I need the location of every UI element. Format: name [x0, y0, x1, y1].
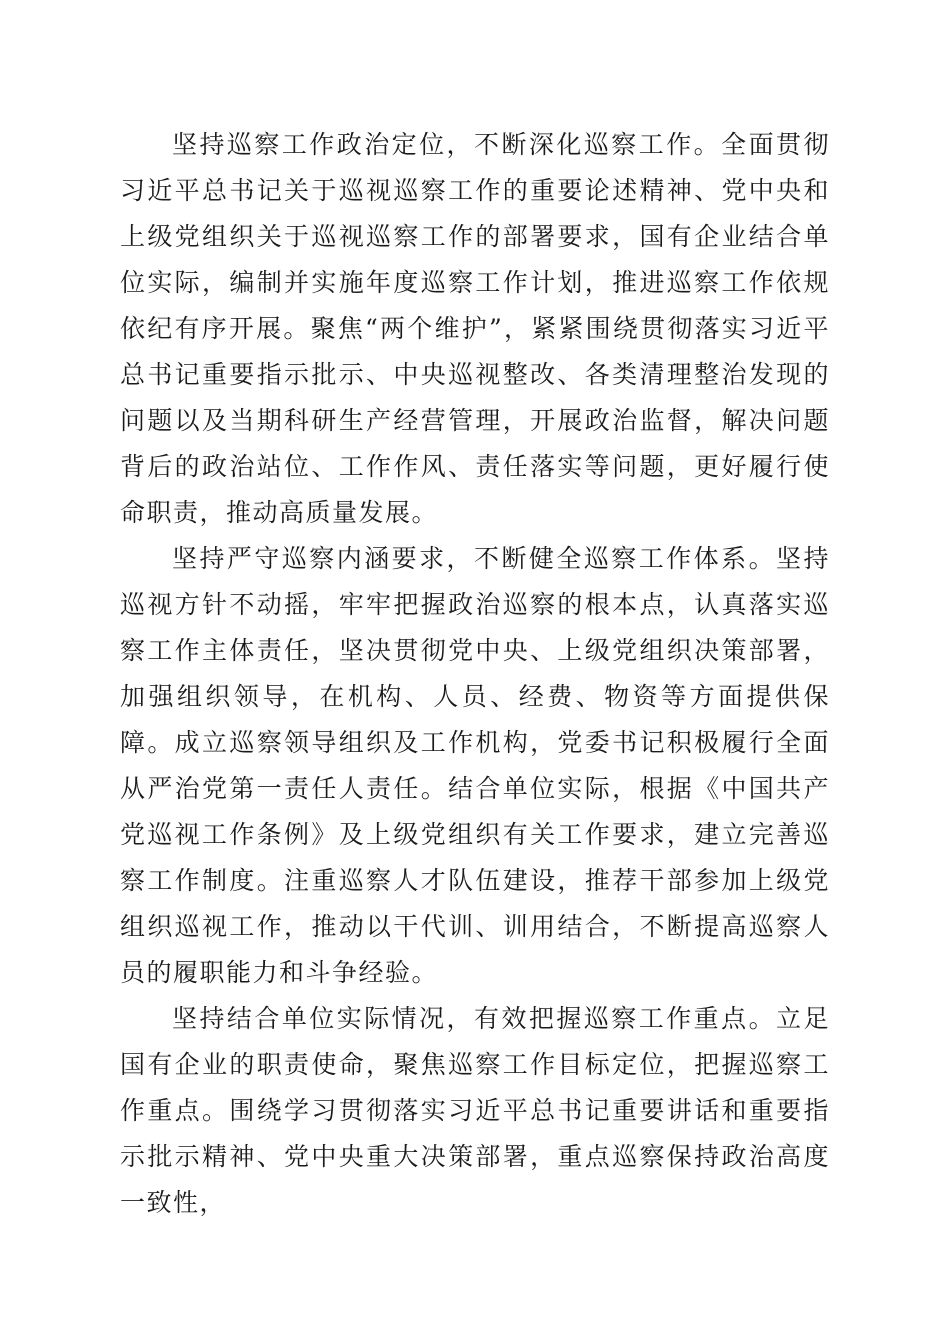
document-body	[120, 122, 830, 1226]
paragraph-2: 坚持严守巡察内涵要求，不断健全巡察工作体系。坚持巡视方针不动摇，牢牢把握政治巡察的根本点，认真落实巡察工作主体责任，坚决贯彻党中央、上级党组织决策部署，加强组织领导，在机构、人员、经费、物资等方面提供保障。成立巡察领导组织及工作机构，党委书记积极履行全面从严治党第一责任人责任。结合单位实际，根据《中国共产党巡视工作条例》及上级党组织有关工作要求，建立完善巡察工作制度。注重巡察人才队伍建设，推荐干部参加上级党组织巡视工作，推动以干代训、训用结合，不断提高巡察人员的履职能力和斗争经验。	[120, 544, 830, 987]
paragraph-1: 坚持巡察工作政治定位，不断深化巡察工作。全面贯彻习近平总书记关于巡视巡察工作的重要论述精神、党中央和上级党组织关于巡视巡察工作的部署要求，国有企业结合单位实际，编制并实施年度巡察工作计划，推进巡察工作依规依纪有序开展。聚焦“两个维护”，紧紧围绕贯彻落实习近平总书记重要指示批示、中央巡视整改、各类清理整治发现的问题以及当期科研生产经营管理，开展政治监督，解决问题背后的政治站位、工作作风、责任落实等问题，更好履行使命职责，推动高质量发展。	[120, 130, 830, 527]
paragraph-3: 坚持结合单位实际情况，有效把握巡察工作重点。立足国有企业的职责使命，聚焦巡察工作目标定位，把握巡察工作重点。围绕学习贯彻落实习近平总书记重要讲话和重要指示批示精神、党中央重大决策部署，重点巡察保持政治高度一致性，	[120, 1004, 830, 1217]
